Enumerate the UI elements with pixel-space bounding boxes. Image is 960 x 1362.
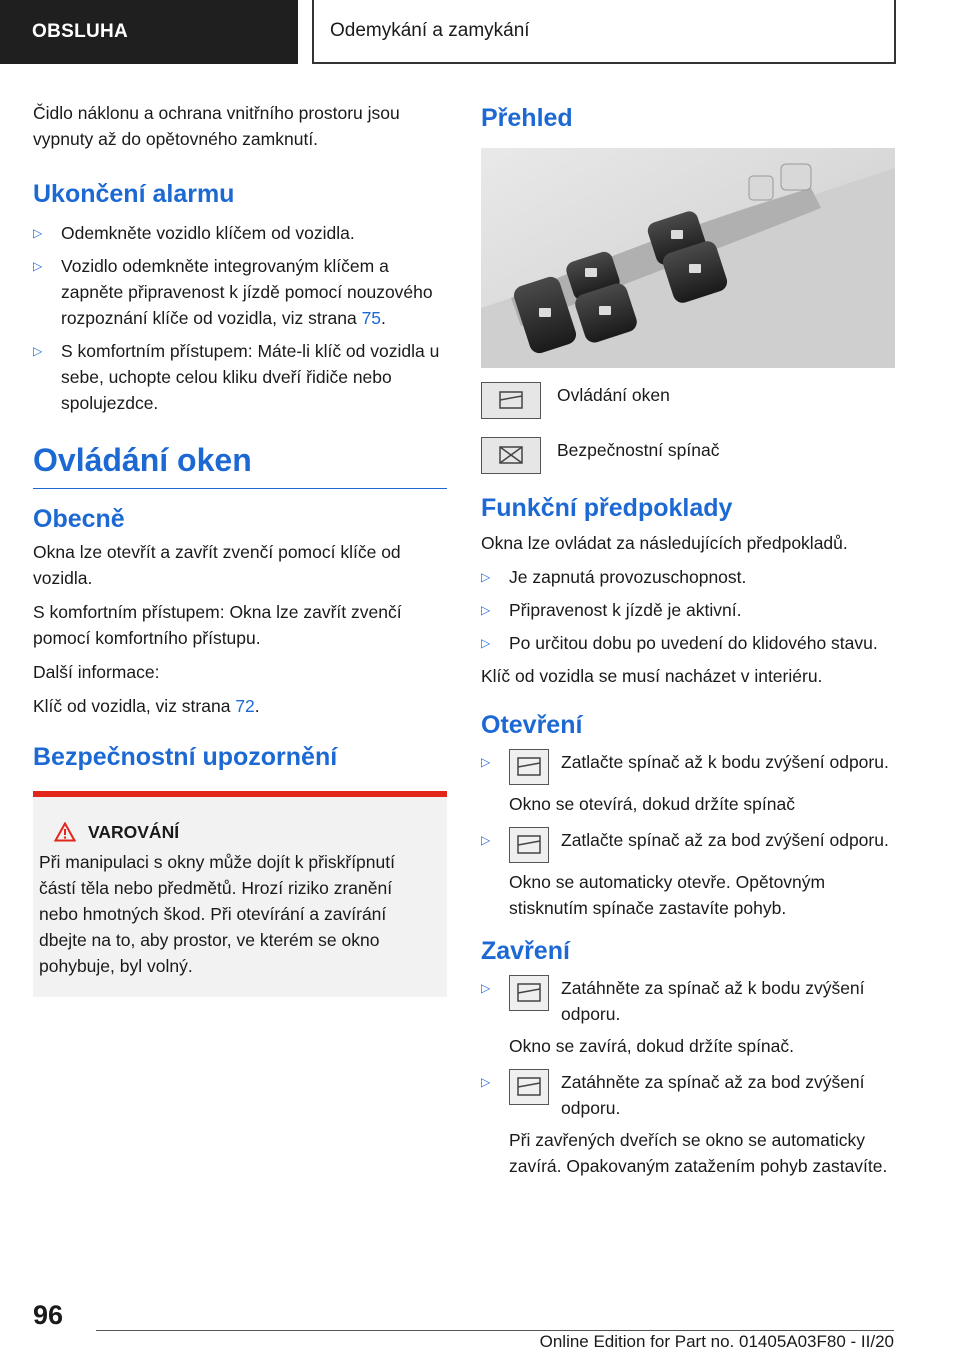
alarm-heading: Ukončení alarmu: [33, 180, 235, 208]
general-heading: Obecně: [33, 505, 125, 533]
window-control-thumbnail: [481, 382, 541, 419]
general-text-1: Okna lze otevřít a zavřít zvenčí pomocí klíče od vozidla.: [33, 542, 401, 588]
list-item: ▷ Připravenost k jízdě je aktivní.: [481, 600, 742, 620]
intro-text: Čidlo náklonu a ochrana vnitřního prostoru jsou vypnuty až do opětovného zamknutí.: [33, 103, 400, 149]
page-header: [0, 0, 960, 66]
triangle-bullet-icon: ▷: [481, 636, 491, 650]
warning-title: VAROVÁNÍ: [39, 819, 435, 845]
legend-label: Bezpečnostní spínač: [557, 440, 720, 460]
list-item: ▷ Zatlačte spínač až za bod zvýšení odporu. Okno se automaticky otevře. Opětovným stisknutím spínače zastavíte pohyb.: [481, 827, 895, 921]
step-result: Okno se zavírá, dokud držíte spínač.: [509, 1036, 795, 1056]
list-item: ▷ Zatáhněte za spínač až k bodu zvýšení odporu. Okno se zavírá, dokud držíte spínač.: [481, 975, 895, 1059]
page-link-75[interactable]: 75: [361, 308, 382, 328]
section-tab: OBSLUHA: [0, 0, 298, 64]
right-column: [481, 100, 895, 1189]
general-text-2: S komfortním přístupem: Okna lze zavřít zvenčí pomocí komfortního přístupu.: [33, 602, 402, 648]
triangle-bullet-icon: ▷: [481, 755, 491, 769]
legend-safety-switch: [481, 437, 895, 474]
overview-heading: Přehled: [481, 104, 573, 132]
list-item: ▷ Odemkněte vozidlo klíčem od vozidla.: [33, 223, 355, 243]
page-number: 96: [33, 1300, 64, 1330]
close-heading: Zavření: [481, 937, 570, 965]
left-column: [33, 100, 447, 997]
warning-box: [33, 791, 447, 997]
window-switch-icon: [509, 827, 549, 863]
close-list: [481, 975, 895, 1179]
page-link-72[interactable]: 72: [235, 696, 255, 716]
list-item: ▷ S komfortním přístupem: Máte-li klíč od vozidla u sebe, uchopte celou kliku dveří řidiče nebo spolujezdce.: [33, 341, 440, 413]
triangle-bullet-icon: ▷: [481, 603, 491, 617]
general-text-4: Klíč od vozidla, viz strana 72.: [33, 696, 260, 716]
step-result: Při zavřených dveřích se okno se automaticky zavírá. Opakovaným zatažením pohyb zastavíte.: [509, 1130, 888, 1176]
general-text-3: Další informace:: [33, 662, 160, 682]
chapter-title: Odemykání a zamykání: [312, 0, 896, 64]
list-item: ▷ Po určitou dobu po uvedení do klidového stavu.: [481, 633, 878, 653]
warning-triangle-icon: [54, 822, 76, 842]
open-heading: Otevření: [481, 711, 583, 739]
window-switch-photo: [481, 148, 895, 368]
list-item: ▷ Vozidlo odemkněte integrovaným klíčem a zapněte připravenost k jízdě pomocí nouzového rozpoznání klíče od vozidla, viz strana 75.: [33, 256, 433, 328]
safety-switch-thumbnail: [481, 437, 541, 474]
windows-heading: Ovládání oken: [33, 442, 252, 478]
triangle-bullet-icon: ▷: [481, 981, 491, 995]
list-item: ▷ Zatáhněte za spínač až za bod zvýšení odporu. Při zavřených dveřích se okno se automaticky zavírá. Opakovaným zatažením pohyb zastavíte.: [481, 1069, 895, 1179]
edition-note: Online Edition for Part no. 01405A03F80 - II/20: [539, 1332, 894, 1351]
func-list: [481, 564, 895, 656]
legend-label: Ovládání oken: [557, 385, 670, 405]
func-heading: Funkční předpoklady: [481, 494, 733, 522]
func-note: Klíč od vozidla se musí nacházet v interiéru.: [481, 666, 823, 686]
windows-heading-wrap: [33, 440, 447, 489]
alarm-list: [33, 220, 447, 416]
list-item: ▷ Zatlačte spínač až k bodu zvýšení odporu. Okno se otevírá, dokud držíte spínač: [481, 749, 895, 817]
step-result: Okno se otevírá, dokud držíte spínač: [509, 794, 795, 814]
triangle-bullet-icon: ▷: [481, 570, 491, 584]
list-item: ▷ Je zapnutá provozuschopnost.: [481, 567, 747, 587]
step-result: Okno se automaticky otevře. Opětovným stisknutím spínače zastavíte pohyb.: [509, 872, 826, 918]
window-switch-icon: [509, 975, 549, 1011]
triangle-bullet-icon: ▷: [33, 344, 43, 358]
open-list: [481, 749, 895, 921]
window-switch-icon: [509, 749, 549, 785]
window-switch-icon: [509, 1069, 549, 1105]
triangle-bullet-icon: ▷: [481, 833, 491, 847]
triangle-bullet-icon: ▷: [33, 259, 43, 273]
func-intro: Okna lze ovládat za následujících předpokladů.: [481, 533, 848, 553]
footer-divider: [96, 1330, 894, 1331]
warning-text: Při manipulaci s okny může dojít k přiskřípnutí částí těla nebo předmětů. Hrozí riziko zranění nebo hmotných škod. Při otevírání a zavírání dbejte na to, aby prostor, ve kterém se okno pohybuje, byl volný.: [39, 852, 395, 976]
triangle-bullet-icon: ▷: [33, 226, 43, 240]
legend-window-control: [481, 382, 895, 419]
triangle-bullet-icon: ▷: [481, 1075, 491, 1089]
safety-heading: Bezpečnostní upozornění: [33, 743, 338, 771]
